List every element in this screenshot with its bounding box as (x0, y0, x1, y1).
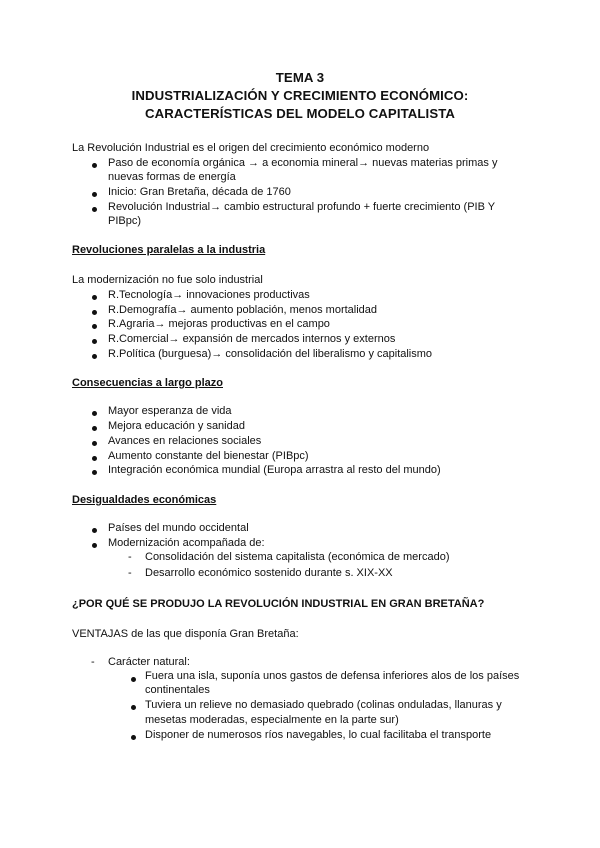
bullet-icon (92, 192, 97, 197)
list-item-continuation: nuevas formas de energía (108, 171, 236, 183)
sub-list-item: Desarrollo económico sostenido durante s. XIX-XX (145, 567, 393, 579)
bullet-icon (92, 528, 97, 533)
intro-text: La Revolución Industrial es el origen del crecimiento económico moderno (72, 142, 430, 154)
list-item: R.Agraria→ mejoras productivas en el campo (108, 318, 330, 330)
dash-marker: - (128, 567, 132, 579)
bullet-icon (131, 677, 136, 682)
list-item: R.Política (burguesa)→ consolidación del liberalismo y capitalismo (108, 348, 433, 360)
list-item: Paso de economía orgánica → a economia mineral→ nuevas materias primas y (108, 157, 498, 169)
bullet-icon (92, 441, 97, 446)
bullet-icon (92, 411, 97, 416)
page-subtitle-line-2: CARACTERÍSTICAS DEL MODELO CAPITALISTA (144, 106, 456, 121)
bullet-icon (92, 163, 97, 168)
list-item: R.Tecnología→ innovaciones productivas (108, 289, 310, 301)
bullet-icon (131, 735, 136, 740)
list-item-continuation: continentales (145, 684, 210, 696)
dash-marker: - (91, 656, 95, 668)
list-item: Fuera una isla, suponía unos gastos de defensa inferiores alos de los países (145, 670, 520, 682)
bullet-icon (92, 426, 97, 431)
list-item: Mejora educación y sanidad (108, 420, 245, 432)
bullet-icon (92, 354, 97, 359)
list-item: Revolución Industrial→ cambio estructural profundo + fuerte crecimiento (PIB Y (108, 201, 496, 213)
list-item: Mayor esperanza de vida (108, 405, 232, 417)
section-text: La modernización no fue solo industrial (72, 274, 263, 286)
section-heading-revoluciones: Revoluciones paralelas a la industria (72, 244, 266, 256)
list-item: Inicio: Gran Bretaña, década de 1760 (108, 186, 291, 198)
bullet-icon (92, 543, 97, 548)
title-block (0, 69, 600, 123)
page-title: TEMA 3 (275, 70, 325, 85)
sub-list-item: Consolidación del sistema capitalista (económica de mercado) (145, 551, 450, 563)
bullet-icon (92, 324, 97, 329)
bullet-icon (131, 705, 136, 710)
bullet-icon (92, 339, 97, 344)
list-item: Aumento constante del bienestar (PIBpc) (108, 450, 309, 462)
section-heading-desigualdades: Desigualdades económicas (72, 494, 217, 506)
bullet-icon (92, 470, 97, 475)
list-item: Tuviera un relieve no demasiado quebrado (colinas onduladas, llanuras y (145, 699, 502, 711)
list-item: Avances en relaciones sociales (108, 435, 262, 447)
list-item: R.Demografía→ aumento población, menos mortalidad (108, 304, 378, 316)
list-item: Países del mundo occidental (108, 522, 249, 534)
dash-list-item: Carácter natural: (108, 656, 190, 668)
section-heading-por-que: ¿POR QUÉ SE PRODUJO LA REVOLUCIÓN INDUSTRIAL EN GRAN BRETAÑA? (72, 598, 485, 610)
bullet-icon (92, 456, 97, 461)
section-text: VENTAJAS de las que disponía Gran Bretaña: (72, 628, 299, 640)
bullet-icon (92, 207, 97, 212)
bullet-icon (92, 310, 97, 315)
list-item-continuation: PIBpc) (108, 215, 142, 227)
dash-marker: - (128, 551, 132, 563)
page-subtitle-line-1: INDUSTRIALIZACIÓN Y CRECIMIENTO ECONÓMICO: (131, 88, 469, 103)
list-item: Disponer de numerosos ríos navegables, lo cual facilitaba el transporte (145, 729, 492, 741)
list-item: Integración económica mundial (Europa arrastra al resto del mundo) (108, 464, 441, 476)
list-item: R.Comercial→ expansión de mercados internos y externos (108, 333, 396, 345)
bullet-icon (92, 295, 97, 300)
section-heading-consecuencias: Consecuencias a largo plazo (72, 377, 223, 389)
list-item-continuation: mesetas moderadas, especialmente en la parte sur) (145, 714, 399, 726)
list-item: Modernización acompañada de: (108, 537, 265, 549)
